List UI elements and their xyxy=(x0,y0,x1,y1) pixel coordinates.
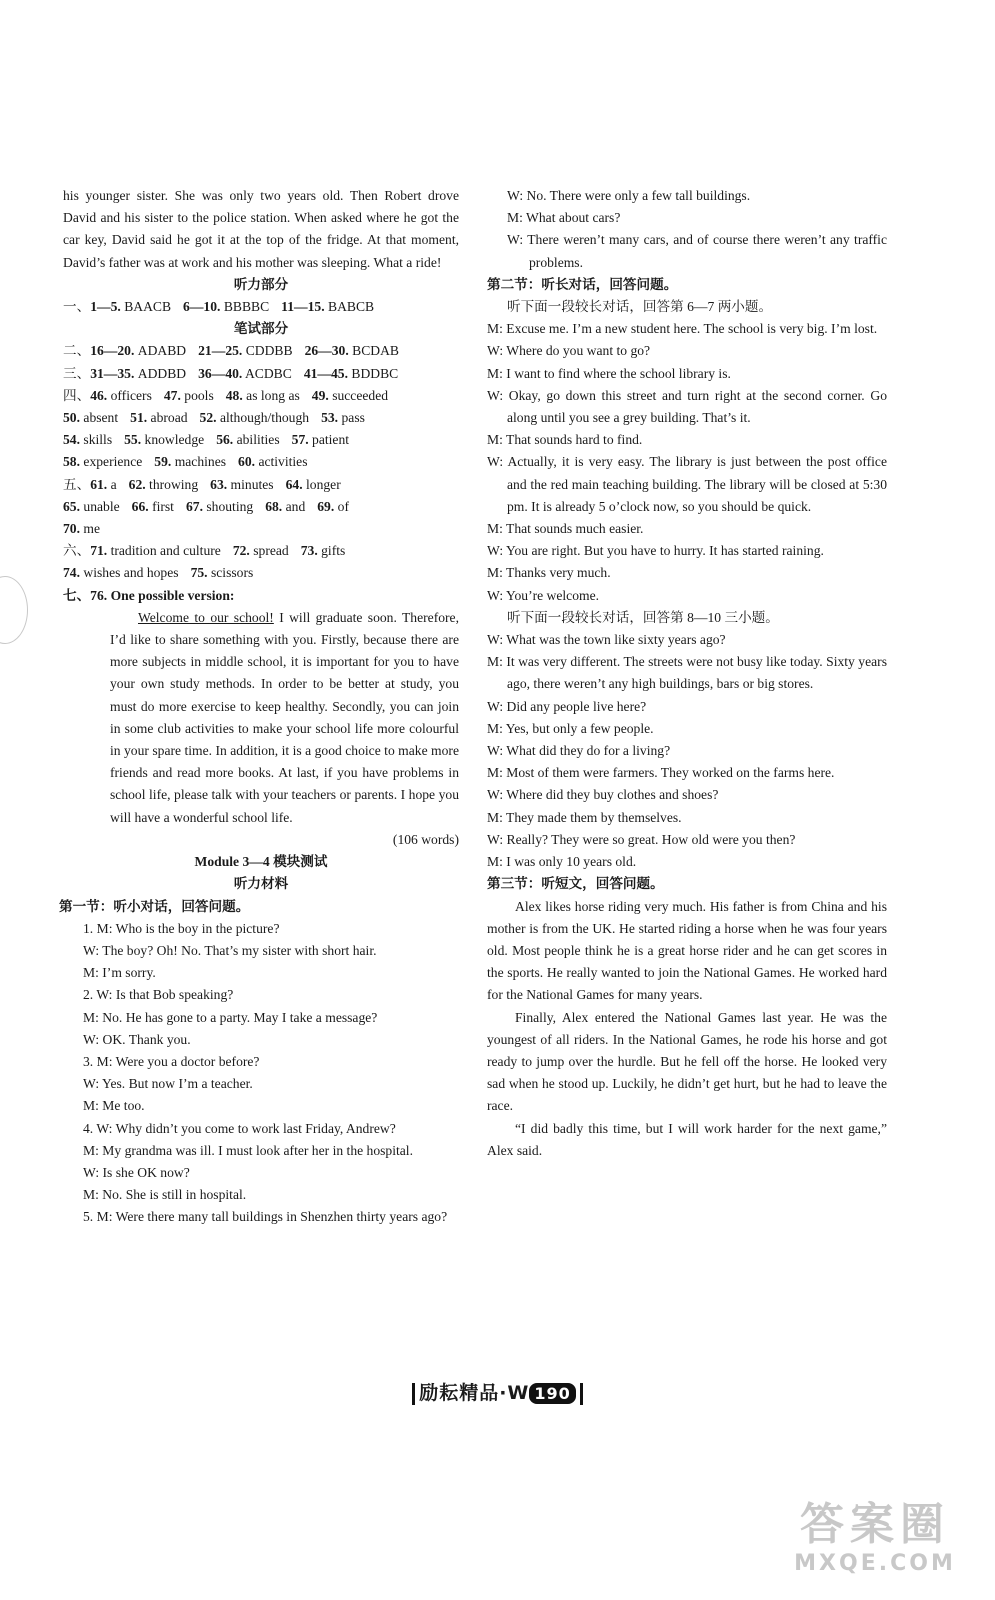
dialog-line: W: Where do you want to go? xyxy=(487,343,651,359)
dialog-line: M: No. She is still in hospital. xyxy=(83,1187,247,1203)
module-title: Module 3—4 模块测试 xyxy=(194,854,328,870)
answer-row-4b: 50. absent 51. abroad 52. although/though 53. pass xyxy=(63,410,365,426)
dialog-line: W: What did they do for a living? xyxy=(487,743,671,759)
dialog-line: W: You’re welcome. xyxy=(487,587,600,603)
answer-row-5b: 65. unable 66. first 67. shouting 68. and 69. of xyxy=(63,498,349,514)
passage-paragraph-1: Alex likes horse riding very much. His father is from China and his mother is from the UK. He started riding a horse when he was four years old. Most people think he is a great horse rider and he can get scores in the sports. He really wanted to join the National Games. He worked hard for the National Games for many years. xyxy=(487,898,887,1003)
section-2-heading: 第二节：听长对话，回答问题。 xyxy=(487,276,678,292)
word-count: (106 words) xyxy=(392,831,459,847)
answer-row-7-label: 七、76. One possible version: xyxy=(63,587,235,603)
dialog-line: 5. M: Were there many tall buildings in Shenzhen thirty years ago? xyxy=(83,1209,448,1225)
answer-row-4c: 54. skills 55. knowledge 56. abilities 57. patient xyxy=(63,432,350,448)
dialog-line: M: They made them by themselves. xyxy=(487,809,682,825)
section-1-heading: 第一节：听小对话，回答问题。 xyxy=(59,898,250,914)
dialog-line: 1. M: Who is the boy in the picture? xyxy=(83,920,280,936)
instruction-8-10: 听下面一段较长对话，回答第 8—10 三小题。 xyxy=(507,609,779,625)
dialog-line: 2. W: Is that Bob speaking? xyxy=(83,987,234,1003)
dialog-line: M: Most of them were farmers. They worked on the farms here. xyxy=(487,765,835,781)
dialog-line: W: OK. Thank you. xyxy=(83,1031,191,1047)
module-subtitle: 听力材料 xyxy=(233,876,289,892)
dialog-line: W: Okay, go down this street and turn right at the second corner. Go along until you see a grey building. That’s it. xyxy=(487,387,887,426)
dialog-line: W: Really? They were so great. How old were you then? xyxy=(487,831,796,847)
footer-bar-left xyxy=(412,1383,415,1405)
heading-listening: 听力部分 xyxy=(233,276,289,292)
dialog-line: W: You are right. But you have to hurry. It has started raining. xyxy=(487,543,824,559)
dialog-line: M: I want to find where the school library is. xyxy=(487,365,731,381)
passage-paragraph-2: Finally, Alex entered the National Games last year. He was the youngest of all riders. In the National Games, he rode his horse and got ready to jump over the hurdle. But he fell off the horse. He looked very sad when he stood up. Luckily, he didn’t get hurt, but he had to leave the race. xyxy=(487,1009,887,1114)
story-ending: his younger sister. She was only two years old. Then Robert drove David and his sister to the police station. When asked where he got the car key, David said he got it at the top of the fridge. At that moment, David’s father was at work and his mother was sleeping. What a ride! xyxy=(63,188,459,270)
instruction-6-7: 听下面一段较长对话，回答第 6—7 两小题。 xyxy=(507,299,773,315)
passage-paragraph-3: “I did badly this time, but I will work harder for the next game,” Alex said. xyxy=(487,1120,887,1158)
dialog-3 xyxy=(63,1051,459,1118)
essay-title: Welcome to our school! xyxy=(138,609,274,625)
answer-row-4a: 四、46. officers 47. pools 48. as long as 49. succeeded xyxy=(63,387,389,403)
answer-row-5a: 五、61. a 62. throwing 63. minutes 64. longer xyxy=(63,476,341,492)
dialog-line: M: What about cars? xyxy=(507,210,621,226)
answer-row-5c: 70. me xyxy=(63,521,101,537)
answer-row-1: 一、1—5. BAACB 6—10. BBBBC 11—15. BABCB xyxy=(63,299,375,315)
footer-brand: 励耘精品·W xyxy=(419,1382,530,1404)
dialog-5 xyxy=(63,1206,459,1228)
sample-essay xyxy=(63,607,459,829)
dialog-line: M: I’m sorry. xyxy=(83,965,156,981)
dialog-4 xyxy=(63,1118,459,1207)
dialog-line: W: Yes. But now I’m a teacher. xyxy=(83,1076,253,1092)
dialog-line: 3. M: Were you a doctor before? xyxy=(83,1053,260,1069)
dialog-line: W: No. There were only a few tall buildings. xyxy=(507,188,751,203)
section-3-heading: 第三节：听短文，回答问题。 xyxy=(487,876,664,892)
right-column xyxy=(487,185,887,1162)
dialog-line: W: What was the town like sixty years ago? xyxy=(487,632,726,648)
dialog-2 xyxy=(63,984,459,1051)
dialog-line: W: Did any people live here? xyxy=(487,698,647,714)
dialog-line: M: Excuse me. I’m a new student here. The school is very big. I’m lost. xyxy=(487,321,878,337)
short-dialogs xyxy=(63,918,459,1229)
page-number: 190 xyxy=(529,1383,575,1404)
footer-bar-right xyxy=(580,1383,583,1405)
answer-row-6b: 74. wishes and hopes 75. scissors xyxy=(63,565,254,581)
dialog-line: M: My grandma was ill. I must look after her in the hospital. xyxy=(83,1142,413,1158)
dialog-8-10 xyxy=(487,629,887,873)
answer-row-3: 三、31—35. ADDBD 36—40. ACDBC 41—45. BDDBC xyxy=(63,365,399,381)
stamp-mark xyxy=(0,576,28,644)
dialog-line: W: The boy? Oh! No. That’s my sister with short hair. xyxy=(83,942,377,958)
dialog-6-7 xyxy=(487,318,887,607)
dialog-line: M: Me too. xyxy=(83,1098,145,1114)
dialog-line: W: Is she OK now? xyxy=(83,1164,190,1180)
dialog-1 xyxy=(63,918,459,985)
essay-body: I will graduate soon. Therefore, I’d like to share something with you. Firstly, because there are more subjects in middle school, it is important for you to have your own study methods. In order to be better at study, you must do more exercise to keep healthy. Secondly, you can join in some club activities to make your school life more colourful in your spare time. In addition, it is a good choice to make more friends and read more books. At last, if you have problems in school life, please talk with your teachers or parents. I hope you will have a wonderful school life. xyxy=(110,609,459,825)
dialog-line: M: No. He has gone to a party. May I take a message? xyxy=(83,1009,378,1025)
heading-written: 笔试部分 xyxy=(233,321,289,337)
dialog-line: M: Yes, but only a few people. xyxy=(487,720,654,736)
watermark-url: MXQE.COM xyxy=(794,1551,956,1576)
watermark xyxy=(775,1500,975,1590)
dialog-line: M: Thanks very much. xyxy=(487,565,611,581)
dialog-line: 4. W: Why didn’t you come to work last Friday, Andrew? xyxy=(83,1120,396,1136)
dialog-line: W: Actually, it is very easy. The library is just between the post office and the red main teaching building. The library will be closed at 5:30 pm. It is already 5 o’clock now, so you should be quick. xyxy=(487,454,888,514)
dialog-line: W: There weren’t many cars, and of course there weren’t any traffic problems. xyxy=(507,232,887,270)
dialog-line: W: Where did they buy clothes and shoes? xyxy=(487,787,719,803)
dialog-line: M: That sounds much easier. xyxy=(487,521,644,537)
answer-row-6a: 六、71. tradition and culture 72. spread 73. gifts xyxy=(63,543,346,559)
dialog-line: M: I was only 10 years old. xyxy=(487,854,637,870)
watermark-logo: 答案圈 xyxy=(800,1499,950,1550)
dialog-line: M: It was very different. The streets were not busy like today. Sixty years ago, there weren’t any high buildings, bars or big stores. xyxy=(487,654,887,692)
dialog-line: M: That sounds hard to find. xyxy=(487,432,643,448)
page-footer xyxy=(0,1378,995,1405)
answer-row-2: 二、16—20. ADABD 21—25. CDDBB 26—30. BCDAB xyxy=(63,343,399,359)
answer-row-4d: 58. experience 59. machines 60. activities xyxy=(63,454,308,470)
left-column xyxy=(59,185,459,1229)
